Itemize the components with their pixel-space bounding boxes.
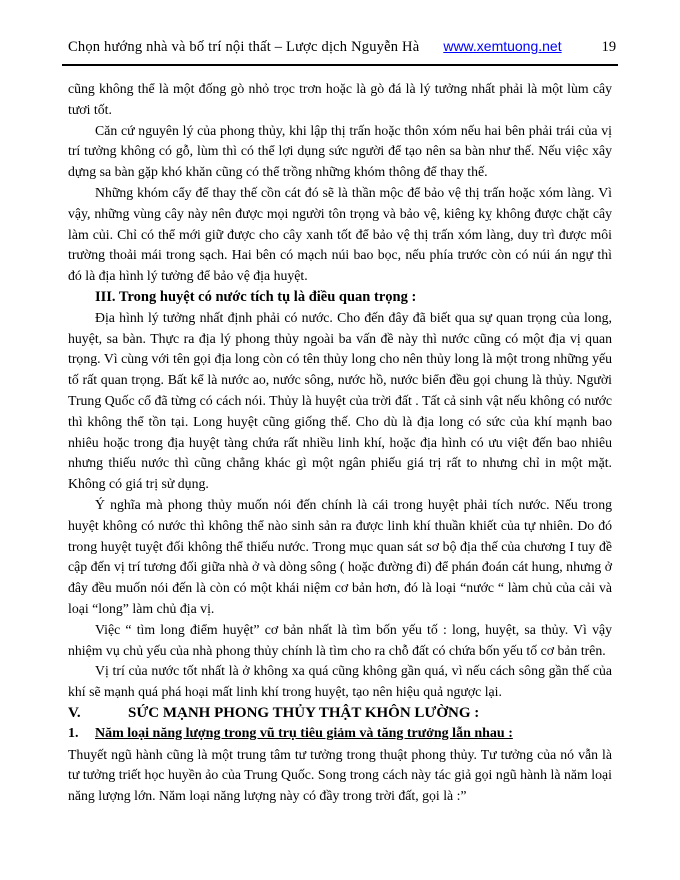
paragraph-viec-tim: Việc “ tìm long điểm huyệt” cơ bản nhất là tìm bốn yếu tố : long, huyệt, sa thủy. Vì vậy nhiệm vụ chủ yếu của nhà phong thủy chính là tìm cho ra chỗ đất có chứa bốn yếu tố cơ bản trên. — [68, 621, 612, 658]
paragraph-can-cu: Căn cứ nguyên lý của phong thủy, khi lập thị trấn hoặc thôn xóm nếu hai bên phải trái của vị trí tưởng không có gỗ, lùm thì có thể lợi dụng sức người để tạo nên sa bàn như thế. Nếu việc xây dựng sa bàn gặp khó khăn cũng có thể trồng những khóm thông để thay thế. — [68, 122, 612, 180]
numbered-item-1 — [68, 724, 612, 745]
page-body — [68, 79, 612, 807]
section-v-number: V. — [68, 704, 81, 721]
paragraph-y-nghia: Ý nghĩa mà phong thủy muốn nói đến chính là cái trong huyệt phải tích nước. Nếu trong huyệt không có nước thì không thể nào sinh sản ra được linh khí thuần khiết của tự nhiên. Do đó trong huyệt tuyệt đối không thể thiếu nước. Trong mục quan sát sơ bộ địa thế của chương I tuy đề cập đến vị trí tương đối giữa nhà ở và dòng sông ( hoặc đường đi) để phán đoán cát hung, nhưng ở đây đều muốn nói đến là còn có một khái niệm cơ bản hơn, đó là loại “nước “ làm chủ của cải và loại “long” làm chủ địa vị. — [68, 496, 612, 616]
paragraph-continuation: cũng không thể là một đống gò nhỏ trọc trơn hoặc là gò đá là lý tưởng nhất phải là một lùm cây tươi tốt. — [68, 81, 612, 117]
book-title: Chọn hướng nhà và bố trí nội thất – Lược dịch Nguyễn Hà — [68, 39, 420, 55]
item-1-number: 1. — [68, 725, 79, 741]
website-link[interactable]: www.xemtuong.net — [443, 38, 562, 54]
header-divider — [62, 64, 618, 66]
page-header — [68, 38, 617, 56]
section-heading-iii: III. Trong huyệt có nước tích tụ là điều quan trọng : — [95, 288, 417, 305]
paragraph-thuyet-ngu-hanh: Thuyết ngũ hành cũng là một trung tâm tư tưởng trong thuật phong thủy. Tư tưởng của nó vẫn là tư tưởng triết học huyền ảo của Trung Quốc. Song trong cách này tác giả gọi ngũ hành là năm loại năng lượng lớn. Năm loại năng lượng này có đầy trong trời đất, gọi là :” — [68, 746, 612, 804]
section-v-title: SỨC MẠNH PHONG THỦY THẬT KHÔN LƯỜNG : — [128, 704, 480, 721]
item-1-title: Năm loại năng lượng trong vũ trụ tiêu giảm và tăng trưởng lẫn nhau : — [95, 725, 513, 741]
paragraph-khom-cay: Những khóm cẩy để thay thế cồn cát đó sẽ là thần mộc để bảo vệ thị trấn hoặc xóm làng. Vì vậy, những vùng cây này nên được mọi người tôn trọng và bảo vệ, kiêng kỵ không được chặt cây làm củi. Chỉ có thể mới giữ được cho cây xanh tốt để bảo vệ thị trấn xóm làng, duy trì được môi trường thoải mái trong sạch. Hai bên có mạch núi bao bọc, nếu phía trước còn có núi án ngự thì đó là địa hình lý tưởng để bảo vệ địa huyệt. — [68, 184, 612, 284]
page-number: 19 — [601, 39, 617, 55]
paragraph-vi-tri: Vị trí của nước tốt nhất là ở không xa quá cũng không gần quá, vì nếu cách sông gần thế của khí sẽ mạnh quá phá hoại mất linh khí trong huyệt, tạo nên hiệu quả ngược lại. — [68, 663, 612, 700]
paragraph-dia-hinh: Địa hình lý tưởng nhất định phải có nước. Cho đến đây đã biết qua sự quan trọng của long, huyệt, sa bàn. Thực ra địa lý phong thủy ngoài ba vấn đề này thì nước cũng có một địa vị quan trọng. Vì cùng với tên gọi địa long còn có tên thủy long cho nên thủy long là một trong những yếu tố rất quan trọng. Bất kể là nước ao, nước sông, nước hồ, nước biển đều gọi chung là thủy. Người Trung Quốc cổ đã từng có cách nói. Thủy là huyệt của trời đất . Tất cả sinh vật nếu không có nước thì không thể tồn tại. Long huyệt cũng giống thế. Cho dù là địa long có sức của khí mạnh bao nhiêu hoặc trong địa huyệt tàng chứa rất nhiều linh khí, hoặc địa hình có ưu việt đến bao nhiêu nhưng thiếu nước thì cũng chẳng khác gì một ngân phiếu giá trị rất to nhưng chỉ in một mặt. Không có giá trị sử dụng. — [68, 309, 612, 492]
section-heading-v — [68, 703, 612, 724]
